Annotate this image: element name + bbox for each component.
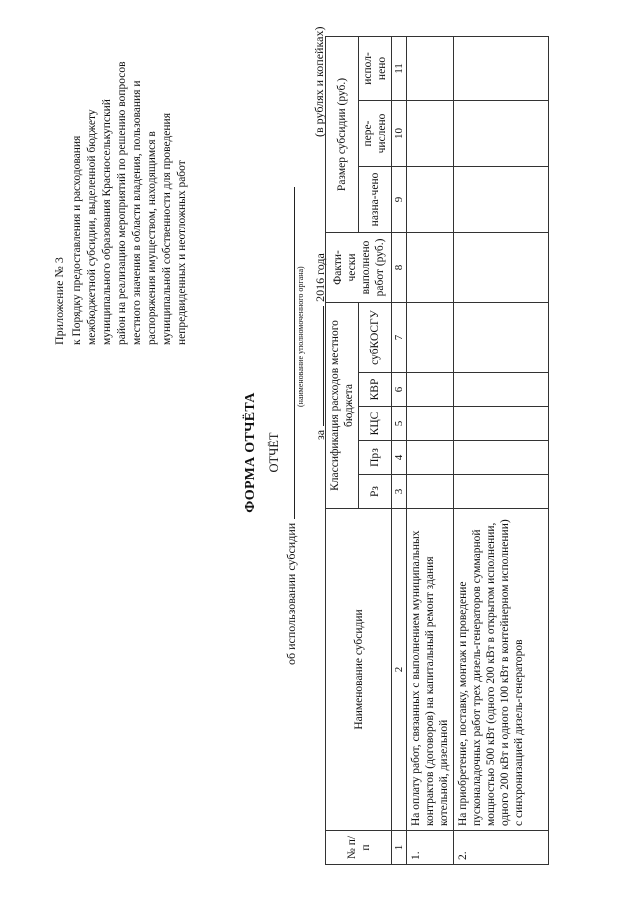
row-number: 1. — [407, 831, 454, 865]
column-number: 8 — [392, 232, 407, 302]
report-title: ОТЧЁТ — [267, 432, 281, 473]
appendix-line: к Порядку предоставления и расходования — [71, 135, 83, 345]
empty-cell — [407, 100, 454, 166]
subsidy-use-line — [283, 187, 299, 665]
empty-cell — [454, 166, 549, 232]
row-subsidy-name: На оплату работ, связанных с выполнением муниципальных контрактов (договоров) на капитальный ремонт здания котельной, дизельной — [407, 509, 454, 831]
empty-cell — [407, 407, 454, 441]
empty-cell — [407, 475, 454, 509]
table-row — [454, 36, 549, 864]
header-classification: Классификация расходов местного бюджета — [326, 302, 359, 508]
header-assigned: назна-чено — [359, 166, 392, 232]
period-prefix: за — [313, 429, 327, 440]
table-row — [407, 36, 454, 864]
empty-cell — [454, 373, 549, 407]
authority-blank — [283, 187, 295, 519]
header-num: № п/п — [326, 831, 392, 865]
empty-cell — [454, 475, 549, 509]
appendix-line: непредвиденных и неотложных работ — [176, 160, 188, 345]
empty-cell — [407, 166, 454, 232]
row-subsidy-name: На приобретение, поставку, монтаж и проведение пусконаладочных работ трех дизель-генераторов суммарной мощностью 500 кВт (одного 200 кВт в открытом исполнении, одного 200 кВт и одного 100 кВт в контейнерном исполнении) с синхронизацией дизель-генераторов — [454, 509, 549, 831]
header-kvr: КВР — [359, 373, 392, 407]
empty-cell — [407, 232, 454, 302]
column-number: 4 — [392, 441, 407, 475]
appendix-title: Приложение № 3 — [52, 257, 66, 345]
column-number: 5 — [392, 407, 407, 441]
form-title: ФОРМА ОТЧЁТА — [243, 392, 258, 513]
empty-cell — [454, 100, 549, 166]
header-executed: испол-нено — [359, 36, 392, 100]
empty-cell — [454, 441, 549, 475]
period-suffix: 2016 года — [313, 253, 327, 302]
appendix-line: межбюджетной субсидии, выделенной бюджету — [86, 109, 98, 345]
empty-cell — [454, 36, 549, 100]
column-number: 9 — [392, 166, 407, 232]
column-number: 3 — [392, 475, 407, 509]
appendix-line: муниципальной собственности для проведения — [161, 112, 173, 345]
appendix-line: район на реализацию мероприятий по решению вопросов — [116, 61, 128, 345]
column-number: 1 — [392, 831, 407, 865]
header-kcs: КЦС — [359, 407, 392, 441]
empty-cell — [407, 373, 454, 407]
row-number: 2. — [454, 831, 549, 865]
subsidy-use-label: об использовании субсидии — [284, 522, 298, 665]
empty-cell — [407, 441, 454, 475]
header-rz: Рз — [359, 475, 392, 509]
authority-hint: (наименование уполномоченного органа) — [296, 266, 305, 407]
appendix-text — [70, 25, 190, 345]
period-blank — [312, 306, 324, 426]
header-actual: Факти-чески выполнено работ (руб.) — [326, 232, 392, 302]
header-prz: Прз — [359, 441, 392, 475]
report-table — [325, 36, 549, 865]
empty-cell — [454, 302, 549, 372]
header-subsidy-size: Размер субсидии (руб.) — [326, 36, 359, 232]
column-number: 11 — [392, 36, 407, 100]
appendix-line: местного значения в области владения, пользования и — [131, 80, 143, 345]
appendix-line: муниципального образования Красноселькупский — [101, 99, 113, 345]
column-number: 6 — [392, 373, 407, 407]
column-number: 10 — [392, 100, 407, 166]
column-number: 2 — [392, 509, 407, 831]
currency-note: (в рублях и копейках) — [312, 26, 326, 137]
empty-cell — [454, 232, 549, 302]
column-number: 7 — [392, 302, 407, 372]
header-name: Наименование субсидии — [326, 509, 392, 831]
header-subkosgu: субКОСГУ — [359, 302, 392, 372]
empty-cell — [407, 36, 454, 100]
header-transferred: пере-числено — [359, 100, 392, 166]
appendix-line: распоряжения имуществом, находящимся в — [146, 131, 158, 345]
empty-cell — [454, 407, 549, 441]
empty-cell — [407, 302, 454, 372]
